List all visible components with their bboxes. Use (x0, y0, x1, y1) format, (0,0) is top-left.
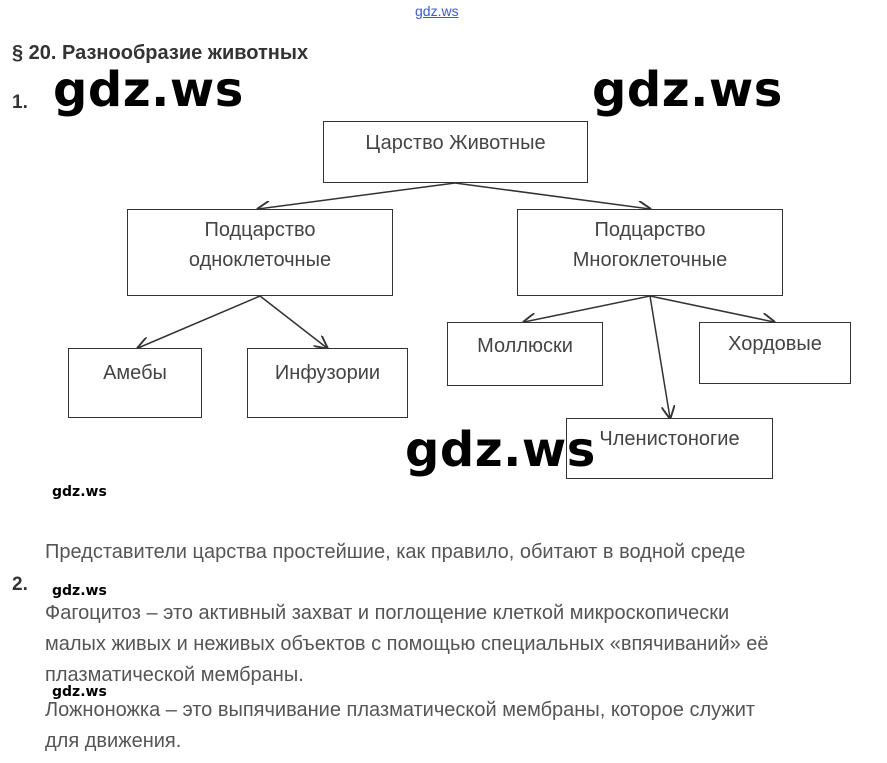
watermark-small: gdz.ws (52, 684, 107, 700)
watermark-small: gdz.ws (52, 583, 107, 599)
answer-text-line: Ложноножка – это выпячивание плазматической мембраны, которое служит (45, 699, 756, 721)
chordates-label: Хордовые (728, 333, 822, 355)
answer-text-line: Фагоцитоз – это активный захват и поглощение клеткой микроскопически (45, 602, 730, 624)
subkingdom-multicellular-box (517, 209, 783, 296)
kingdom-animals-box (323, 121, 588, 183)
arrow-root-to-multicellular (455, 183, 650, 209)
task-number-2: 2. (12, 574, 28, 595)
task-number-1: 1. (12, 92, 28, 113)
answer-text-line: для движения. (45, 730, 182, 752)
watermark-large: gdz.ws (592, 62, 783, 118)
watermark-large: gdz.ws (405, 422, 596, 478)
arrow-unicellular-to-infusoria (260, 296, 327, 348)
watermark-large: gdz.ws (53, 62, 244, 118)
infusoria-box (247, 348, 408, 418)
arrow-multicellular-to-molluscs (524, 296, 650, 322)
subkingdom-multicellular-line1: Подцарство (594, 219, 706, 241)
chordates-box (699, 322, 851, 384)
answer-text-line: плазматической мембраны. (45, 664, 304, 686)
infusoria-label: Инфузории (274, 362, 381, 384)
arrow-multicellular-to-chordates (650, 296, 774, 322)
amoebas-label: Амебы (103, 362, 167, 384)
subkingdom-unicellular-box (127, 209, 393, 296)
arrow-multicellular-to-arthropods (650, 296, 670, 418)
watermark-small: gdz.ws (52, 484, 107, 500)
molluscs-label: Моллюски (477, 335, 573, 357)
arrow-root-to-unicellular (258, 183, 455, 209)
arthropods-label: Членистоногие (599, 428, 740, 450)
site-link[interactable]: gdz.ws (415, 3, 459, 19)
subkingdom-multicellular-line2: Многоклеточные (572, 249, 728, 271)
arthropods-box (566, 418, 773, 479)
kingdom-animals-label: Царство Животные (365, 132, 546, 154)
subkingdom-unicellular-line2: одноклеточные (188, 249, 332, 271)
molluscs-box (447, 322, 603, 386)
answer-text-line: малых живых и неживых объектов с помощью специальных «впячиваний» её (45, 633, 769, 655)
amoebas-box (68, 348, 202, 418)
arrow-unicellular-to-amoebas (138, 296, 260, 348)
answer-text-line: Представители царства простейшие, как правило, обитают в водной среде (45, 541, 746, 563)
subkingdom-unicellular-line1: Подцарство (204, 219, 316, 241)
section-title: § 20. Разнообразие животных (12, 42, 309, 64)
